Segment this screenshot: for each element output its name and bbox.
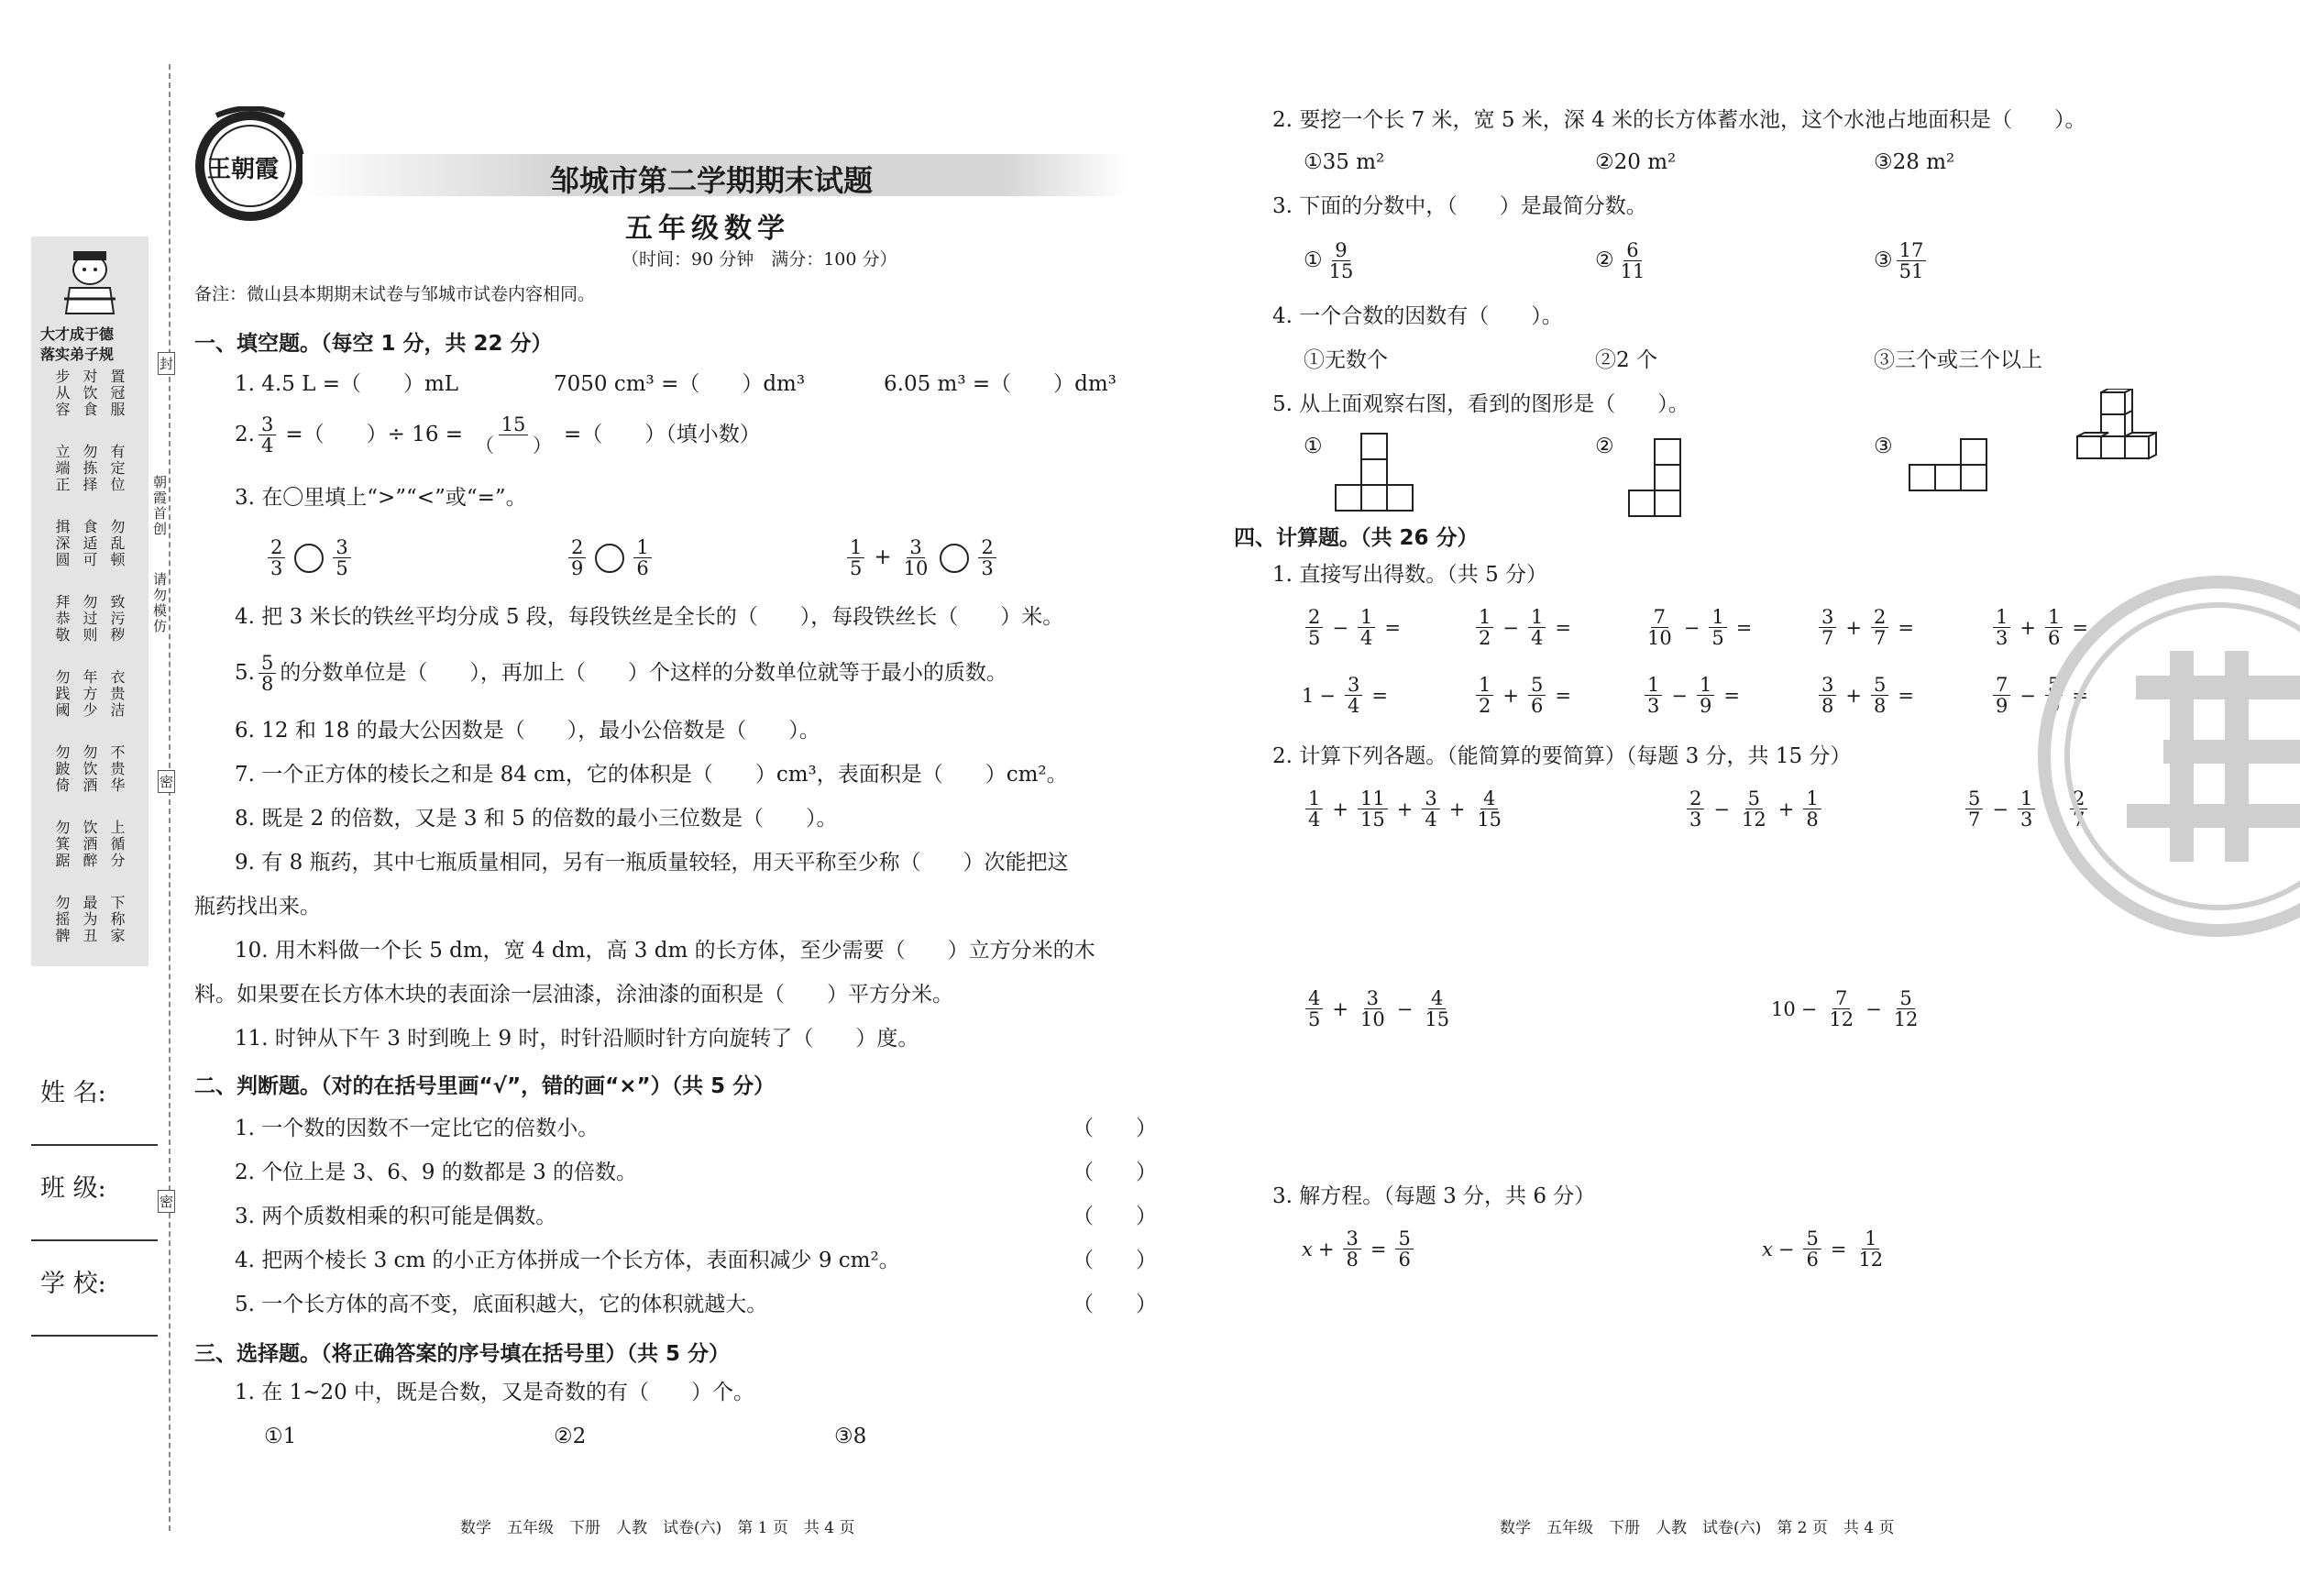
sidebar-motto: 步从容 [53, 369, 71, 418]
edge-text-2: 请勿模仿 [151, 572, 168, 634]
s3-q4-opt-2[interactable]: ②2 个 [1595, 348, 1657, 372]
s3-q5-label-3[interactable]: ③ [1874, 435, 1893, 458]
sidebar-motto: 拜恭敬 [53, 594, 71, 644]
calc-r1-4: $\frac{3}{7}$ + $\frac{2}{7}$ = [1815, 607, 1914, 648]
s2-item-5: 5. 一个长方体的高不变，底面积越大，它的体积就越大。 [235, 1293, 768, 1316]
fraction: $\frac{3}{4}$ [259, 414, 276, 456]
s1-q9a: 9. 有 8 瓶药，其中七瓶质量相同，另有一瓶质量较轻，用天平称至少称（ ）次能把这 [235, 851, 1069, 875]
exam-meta: （时间：90 分钟 满分：100 分） [622, 249, 897, 270]
s3-q4: 4. 一个合数的因数有（ ）。 [1272, 304, 1563, 328]
s3-q1: 1. 在 1~20 中，既是合数，又是奇数的有（ ）个。 [235, 1381, 755, 1404]
edge-text-1: 朝霞首创 [151, 475, 168, 537]
sidebar-slogan-2: 落实弟子规 [40, 346, 115, 363]
sidebar-motto: 勿摇髀 [53, 895, 71, 944]
s2-item-4: 4. 把两个棱长 3 cm 的小正方体拼成一个长方体，表面积减少 9 cm²。 [235, 1249, 900, 1272]
s3-q3-opt-2[interactable]: ② $\frac{6}{11}$ [1595, 239, 1645, 283]
calc-r1-5: $\frac{1}{3}$ + $\frac{1}{6}$ = [1989, 607, 2088, 648]
s4-p1: 1. 直接写出得数。（共 5 分） [1272, 563, 1548, 587]
s1-q10a: 10. 用木料做一个长 5 dm，宽 4 dm，高 3 dm 的长方体，至少需要（ ）立方分米的木 [235, 939, 1095, 963]
sidebar-motto: 不贵华 [108, 744, 126, 794]
school-field[interactable] [31, 1335, 158, 1337]
s3-q5: 5. 从上面观察右图，看到的图形是（ ）。 [1272, 392, 1689, 416]
s2-item-2: 2. 个位上是 3、6、9 的数都是 3 的倍数。 [235, 1161, 638, 1184]
s4-p3: 3. 解方程。（每题 3 分，共 6 分） [1272, 1184, 1596, 1208]
sidebar-motto: 勿过则 [81, 594, 98, 644]
s3-q1-opt-1[interactable]: ①1 [264, 1425, 297, 1448]
school-label: 学 校: [40, 1270, 106, 1298]
s3-q4-opt-3[interactable]: ③三个或三个以上 [1874, 348, 2042, 372]
class-label: 班 级: [40, 1174, 106, 1203]
view-figure-3 [1909, 438, 1991, 493]
sidebar-motto: 有定位 [108, 444, 126, 493]
s3-q4-opt-1[interactable]: ①无数个 [1304, 348, 1388, 372]
compare-circle[interactable] [294, 544, 324, 573]
answer-paren[interactable]: （ ） [1073, 1249, 1157, 1272]
equation-1: x + $\frac{3}{8}$ = $\frac{5}{6}$ [1302, 1228, 1417, 1270]
answer-paren[interactable]: （ ） [1073, 1117, 1157, 1140]
s1-q8: 8. 既是 2 的倍数，又是 3 和 5 的倍数的最小三位数是（ ）。 [235, 807, 838, 831]
sidebar-motto: 勿箕踞 [53, 820, 71, 869]
sidebar-motto: 下称家 [108, 895, 126, 944]
s1-q6: 6. 12 和 18 的最大公因数是（ ），最小公倍数是（ ）。 [235, 719, 820, 743]
sidebar-motto: 勿践阈 [53, 669, 71, 719]
footer-right: 数学 五年级 下册 人教 试卷(六) 第 2 页 共 4 页 [1500, 1519, 1895, 1537]
sidebar-motto: 勿拣择 [81, 444, 98, 493]
seal-mark-2: 密 [158, 770, 175, 793]
s2-heading: 二、判断题。（对的在括号里画“√”，错的画“×”）（共 5 分） [194, 1074, 776, 1098]
calc-r2-4: $\frac{3}{8}$ + $\frac{5}{8}$ = [1815, 675, 1914, 716]
s2-item-3: 3. 两个质数相乘的积可能是偶数。 [235, 1205, 557, 1228]
s3-heading: 三、选择题。（将正确答案的序号填在括号里）（共 5 分） [194, 1342, 731, 1366]
view-figure-1 [1335, 433, 1412, 510]
s1-q1b: 7050 cm³ =（ ）dm³ [554, 372, 806, 396]
compare-circle[interactable] [940, 544, 969, 573]
seal-mark-3: 密 [158, 1190, 175, 1213]
name-field[interactable] [31, 1144, 158, 1146]
expr-4: $\frac{4}{5}$ + $\frac{3}{10}$ − $\frac{4}{15}$ [1302, 988, 1456, 1029]
calc-r2-3: $\frac{1}{3}$ − $\frac{1}{9}$ = [1641, 675, 1740, 716]
s1-q1a: 1. 4.5 L =（ ）mL [235, 372, 459, 396]
s3-q3-opt-3[interactable]: ③ $\frac{17}{51}$ [1874, 240, 1930, 281]
s3-q3-opt-1[interactable]: ① $\frac{9}{15}$ [1304, 239, 1354, 283]
cube-stack-figure [2074, 389, 2174, 480]
sidebar-motto: 致污秽 [108, 594, 126, 644]
expr-2: $\frac{2}{3}$ − $\frac{5}{12}$ + $\frac{1}{8}$ [1683, 788, 1825, 830]
sidebar-motto: 揖深圆 [53, 519, 71, 568]
s3-q2: 2. 要挖一个长 7 米，宽 5 米，深 4 米的长方体蓄水池，这个水池占地面积是（ ）。 [1272, 108, 2086, 132]
sidebar-motto: 勿跛倚 [53, 744, 71, 794]
seal-watermark [2026, 568, 2300, 944]
equation-2: x − $\frac{5}{6}$ = $\frac{1}{12}$ [1762, 1227, 1884, 1271]
fraction: $\frac{15}{( )}$ [475, 413, 553, 457]
s3-q1-opt-3[interactable]: ③8 [834, 1425, 867, 1448]
s1-q1c: 6.05 m³ =（ ）dm³ [884, 372, 1117, 396]
s3-q3: 3. 下面的分数中，（ ）是最简分数。 [1272, 194, 1647, 218]
seal-mark-1: 封 [158, 352, 175, 375]
s3-q2-opt-3[interactable]: ③28 m² [1874, 150, 1955, 174]
binding-dashed-line [169, 64, 171, 1531]
sidebar-motto: 对饮食 [81, 369, 98, 418]
calc-r2-1: 1 − $\frac{3}{4}$ = [1302, 674, 1388, 718]
calc-r1-1: $\frac{2}{5}$ − $\frac{1}{4}$ = [1302, 607, 1401, 648]
calc-r1-2: $\frac{1}{2}$ − $\frac{1}{4}$ = [1472, 607, 1571, 648]
calc-r2-5: $\frac{7}{9}$ − $\frac{5}{9}$ = [1989, 675, 2088, 716]
s1-q4: 4. 把 3 米长的铁丝平均分成 5 段，每段铁丝是全长的（ ），每段铁丝长（ ）米。 [235, 605, 1064, 629]
s1-q7: 7. 一个正方体的棱长之和是 84 cm，它的体积是（ ）cm³，表面积是（ ）cm²。 [235, 763, 1068, 787]
answer-paren[interactable]: （ ） [1073, 1161, 1157, 1184]
sidebar-motto: 食适可 [81, 519, 98, 568]
compare-circle[interactable] [595, 544, 624, 573]
sidebar-motto: 年方少 [81, 669, 98, 719]
class-field[interactable] [31, 1239, 158, 1241]
s1-heading: 一、填空题。（每空 1 分，共 22 分） [194, 332, 553, 356]
s2-item-1: 1. 一个数的因数不一定比它的倍数小。 [235, 1117, 600, 1140]
s1-q2: 2. $\frac{3}{4}$ =（ ）÷ 16 = $\frac{15}{( )}$ =（ ）（填小数） [235, 413, 761, 457]
expr-5: 10 − $\frac{7}{12}$ − $\frac{5}{12}$ [1771, 987, 1919, 1031]
footer-left: 数学 五年级 下册 人教 试卷(六) 第 1 页 共 4 页 [460, 1519, 855, 1537]
compare-3: $\frac{1}{5}$ + $\frac{3}{10}$ $\frac{2}{3}$ [843, 537, 1000, 578]
exam-title: 邹城市第二学期期末试题 [550, 163, 874, 198]
s3-q2-opt-1[interactable]: ①35 m² [1304, 150, 1385, 174]
exam-subject: 五年级数学 [625, 213, 790, 245]
answer-paren[interactable]: （ ） [1073, 1293, 1157, 1316]
sidebar-motto: 上循分 [108, 820, 126, 869]
exam-note: 备注：微山县本期期末试卷与邹城市试卷内容相同。 [194, 284, 596, 304]
sidebar-motto: 置冠服 [108, 369, 126, 418]
calc-r2-2: $\frac{1}{2}$ + $\frac{5}{6}$ = [1472, 675, 1571, 716]
compare-2: $\frac{2}{9}$ $\frac{1}{6}$ [565, 537, 655, 578]
s3-q5-label-2[interactable]: ② [1595, 435, 1614, 458]
sidebar-motto: 衣贵洁 [108, 669, 126, 719]
mascot-icon [57, 248, 123, 317]
s3-q2-opt-2[interactable]: ②20 m² [1595, 150, 1677, 174]
expr-3: $\frac{5}{7}$ − $\frac{1}{3}$ + $\frac{2}{7}$ [1962, 788, 2091, 830]
sidebar-slogan-1: 大才成于德 [40, 325, 115, 343]
expr-1: $\frac{1}{4}$ + $\frac{11}{15}$ + $\frac{3}{4}$ + $\frac{4}{15}$ [1302, 788, 1508, 830]
s1-q11: 11. 时钟从下午 3 时到晚上 9 时，时针沿顺时针方向旋转了（ ）度。 [235, 1027, 919, 1051]
sidebar-motto: 立端正 [53, 444, 71, 493]
sidebar-motto: 勿乱顿 [108, 519, 126, 568]
s3-q1-opt-2[interactable]: ②2 [554, 1425, 587, 1448]
s1-q9b: 瓶药找出来。 [194, 895, 321, 919]
view-figure-2 [1628, 438, 1683, 521]
s4-p2: 2. 计算下列各题。（能简算的要简算）（每题 3 分，共 15 分） [1272, 744, 1852, 768]
s1-q3: 3. 在〇里填上“>”“<”或“=”。 [235, 486, 527, 510]
compare-1: $\frac{2}{3}$ $\frac{3}{5}$ [264, 537, 355, 578]
calc-r1-3: $\frac{7}{10}$ − $\frac{1}{5}$ = [1647, 606, 1753, 650]
s4-heading: 四、计算题。（共 26 分） [1234, 526, 1479, 550]
s1-q10b: 料。如果要在长方体木块的表面涂一层油漆，涂油漆的面积是（ ）平方分米。 [194, 983, 953, 1007]
answer-paren[interactable]: （ ） [1073, 1205, 1157, 1228]
s3-q5-label-1[interactable]: ① [1304, 435, 1323, 458]
sidebar-motto: 饮酒醉 [81, 820, 98, 869]
s1-q5: 5. $\frac{5}{8}$ 的分数单位是（ ），再加上（ ）个这样的分数单位就等于最小的质数。 [235, 652, 1007, 696]
sidebar-motto: 最为丑 [81, 895, 98, 944]
name-label: 姓 名: [40, 1079, 106, 1107]
sidebar-motto: 勿饮酒 [81, 744, 98, 794]
brand-name: 王朝霞 [207, 156, 280, 183]
